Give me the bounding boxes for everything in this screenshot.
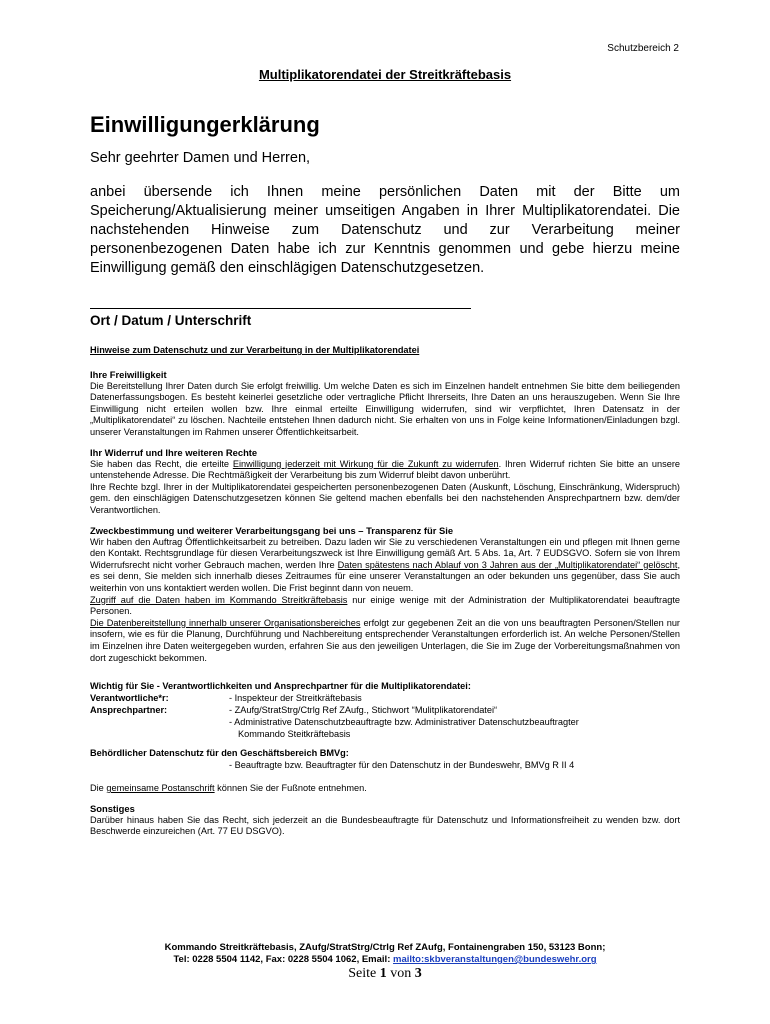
purpose-text-3: Die Datenbereitstellung innerhalb unserer Organisationsbereiches erfolgt zur gegebenen Zeit an die von uns beauftragten Personen/Stellen nur insofern, wie es für die Planung, Durchführung und Nachbereitung entsprechender Veranstaltungen erforderlich ist. An welche Personen/Stellen im Einzelnen ihre Daten weitergegeben wurden, erfahren Sie aus den jeweiligen Unterlagen, die Sie im Zuge der Vorbereitungsmaßnahmen von dort zugeschickt bekommen.: [90, 617, 680, 663]
deletion-underlined: Daten spätestens nach Ablauf von 3 Jahren aus der „Multiplikatorendatei“ gelöscht: [337, 559, 678, 570]
purpose-text-2: Zugriff auf die Daten haben im Kommando Streitkräftebasis nur einige wenige mit der Administration der Multiplikatorendatei beauftragte Personen.: [90, 594, 680, 617]
authority-value: - Beauftragte bzw. Beauftragter für den Datenschutz in der Bundeswehr, BMVg R II 4: [229, 760, 575, 770]
page-number: Seite 1 von 3: [348, 966, 422, 981]
other-heading: Sonstiges: [90, 803, 135, 814]
access-underlined: Zugriff auf die Daten haben im Kommando Streitkräftebasis: [90, 594, 348, 605]
provision-underlined: Die Datenbereitstellung innerhalb unserer Organisationsbereiches: [90, 617, 361, 628]
purpose-heading: Zweckbestimmung und weiterer Verarbeitungsgang bei uns – Transparenz für Sie: [90, 525, 454, 536]
consent-heading: Einwilligungerklärung: [90, 112, 320, 137]
contact-label: Ansprechpartner:: [90, 705, 168, 715]
purpose-text-1: Wir haben den Auftrag Öffentlichkeitsarbeit zu betreiben. Dazu laden wir Sie zu verschiedenen Veranstaltungen ein und pflegen mit Ihnen gerne den Kontakt. Rechtsgrundlage für diesen Verarbeitungszweck ist Ihre Einwilligung gemäß Art. 5 Abs. 1a, Art. 7 EUDSGVO. Sofern sie von Ihrem Widerrufsrecht nicht vorher Gebrauch machen, werden Ihre Daten spätestens nach Ablauf von 3 Jahren aus der „Multiplikatorendatei“ gelöscht, es sei denn, Sie melden sich innerhalb dieses Zeitraumes für eine unserer Veranstaltungen an oder bekunden uns gegenüber, dass Sie auch weiterhin von uns kontaktiert werden wollen. Die Frist beginnt dann von neuem.: [90, 536, 680, 593]
section-voluntary: [90, 369, 680, 439]
contact-value-3: Kommando Steitkräftebasis: [238, 729, 351, 739]
authority-heading: Behördlicher Datenschutz für den Geschäftsbereich BMVg:: [90, 748, 349, 758]
rights-text-1: Sie haben das Recht, die erteilte Einwilligung jederzeit mit Wirkung für die Zukunft zu widerrufen. Ihren Widerruf richten Sie bitte an unsere untenstehende Adresse. Die Rechtmäßigkeit der Verarbeitung bis zum Widerruf bleibt davon unberührt.: [90, 458, 680, 481]
other-text: Darüber hinaus haben Sie das Recht, sich jederzeit an die Bundesbeauftragte für Datenschutz und Informationsfreiheit zu wenden bzw. dort Beschwerde einzureichen (Art. 77 EU DSGVO).: [90, 814, 680, 837]
contact-value-2: - Administrative Datenschutzbeauftragte bzw. Administrativer Datenschutzbeauftragter: [229, 717, 579, 727]
footer-email-link[interactable]: mailto:skbveranstaltungen@bundeswehr.org: [393, 954, 597, 965]
revocation-underlined: Einwilligung jederzeit mit Wirkung für die Zukunft zu widerrufen: [232, 458, 499, 469]
voluntary-text: Die Bereitstellung Ihrer Daten durch Sie erfolgt freiwillig. Um welche Daten es sich im Einzelnen handelt entnehmen Sie bitte dem beiliegenden Datenerfassungsbogen. Es besteht keinerlei gesetzliche oder vertragliche Pflicht Ihrerseits, Ihre Daten an uns herauszugeben. Wenn Sie Ihre Einwilligung nicht erteilen wollen bzw. Ihre einmal erteilte Einwilligung widerrufen, sind wir verpflichtet, Ihren Datensatz in der „Multiplikatorendatei“ zu löschen. Nachteile entstehen Ihnen dadurch nicht. Sie erhalten von uns in Folge keine Informationen/Einladungen bzgl. unserer Veranstaltungen im Rahmen unserer Öffentlichkeitsarbeit.: [90, 380, 680, 437]
footer: [90, 942, 680, 966]
protection-area-label: Schutzbereich 2: [607, 43, 679, 54]
section-rights: [90, 447, 680, 517]
rights-heading: Ihr Widerruf und Ihre weiteren Rechte: [90, 447, 258, 458]
responsible-label: Verantwortliche*r:: [90, 693, 169, 703]
responsible-value: - Inspekteur der Streitkräftebasis: [229, 693, 362, 703]
postal-underlined: gemeinsame Postanschrift: [106, 783, 215, 793]
notes-title: Hinweise zum Datenschutz und zur Verarbeitung in der Multiplikatorendatei: [90, 345, 420, 355]
greeting: Sehr geehrter Damen und Herren,: [90, 150, 311, 166]
signature-line[interactable]: [90, 296, 471, 309]
consent-body: anbei übersende ich Ihnen meine persönlichen Daten mit der Bitte um Speicherung/Aktualisierung meiner umseitigen Angaben in Ihrer Multiplikatorendatei. Die nachstehenden Hinweise zum Datenschutz und zur Verarbeitung meiner personenbezogenen Daten habe ich zur Kenntnis genommen und gebe hierzu meine Einwilligung gemäß den einschlägigen Datenschutzgesetzen.: [90, 184, 680, 276]
document-title: Multiplikatorendatei der Streitkräftebasis: [258, 67, 512, 82]
footer-contact: Tel: 0228 5504 1142, Fax: 0228 5504 1062, Email: mailto:skbveranstaltungen@bundeswehr.org: [173, 954, 597, 965]
footer-address: Kommando Streitkräftebasis, ZAufg/StratStrg/Ctrlg Ref ZAufg, Fontainengraben 150, 53123 Bonn;: [164, 942, 606, 953]
contact-value-1: - ZAufg/StratStrg/Ctrlg Ref ZAufg., Stichwort “Mulitplikatorendatei“: [229, 705, 498, 715]
voluntary-heading: Ihre Freiwilligkeit: [90, 369, 167, 380]
section-purpose: [90, 525, 680, 664]
responsible-heading: Wichtig für Sie - Verantwortlichkeiten und Ansprechpartner für die Multiplikatorendatei:: [90, 681, 471, 691]
rights-text-2: Ihre Rechte bzgl. Ihrer in der Multiplikatorendatei gespeicherten personenbezogenen Daten (Auskunft, Löschung, Einschränkung, Widerspruch) gem. den einschlägigen Datenschutzgesetzen können Sie geltend machen ebenfalls bei den nachstehenden Ansprechpartnern bzw. dem/der Verantwortlichen.: [90, 481, 680, 515]
postal-note: Die gemeinsame Postanschrift können Sie der Fußnote entnehmen.: [90, 783, 367, 793]
section-other: [90, 803, 680, 838]
signature-label: Ort / Datum / Unterschrift: [90, 313, 252, 328]
